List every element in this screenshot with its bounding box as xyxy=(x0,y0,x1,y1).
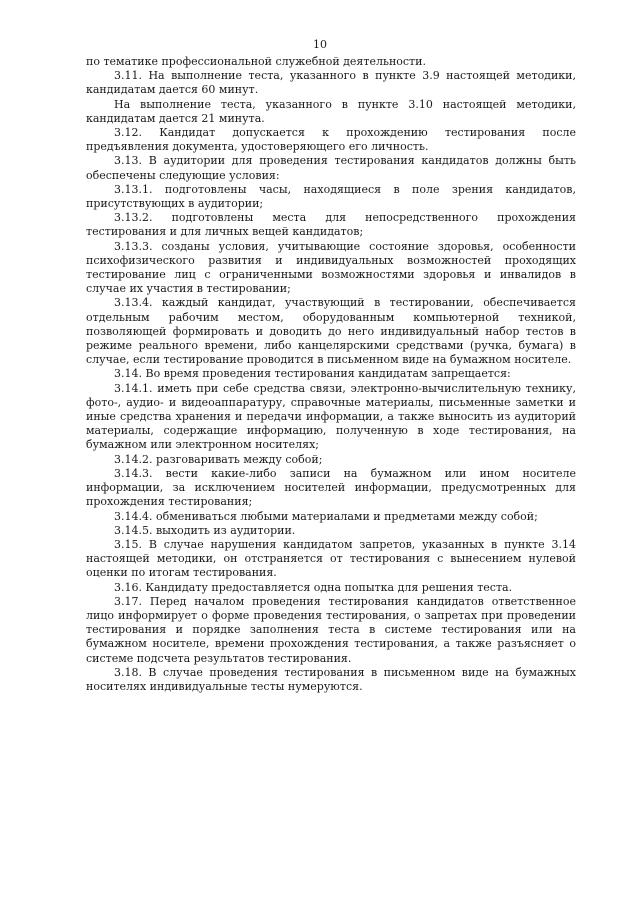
paragraph-3-13-4: 3.13.4. каждый кандидат, участвующий в тестировании, обеспечивается отдельным рабочим местом, оборудованным компьютерной техникой, позволяющей формировать и доводить до него индивидуальный набор тестов в режиме реального времени, либо канцелярскими средствами (ручка, бумага) в случае, если тестирование проводится в письменном виде на бумажном носителе. xyxy=(86,296,576,367)
paragraph-3-14-2: 3.14.2. разговаривать между собой; xyxy=(114,452,323,466)
paragraph-continuation: по тематике профессиональной служебной деятельности. xyxy=(86,55,426,68)
paragraph-3-14-1: 3.14.1. иметь при себе средства связи, электронно-вычислительную технику, фото-, аудио- и видеоаппаратуру, справочные материалы, письменные заметки и иные средства хранения и передачи информации, а также выносить из аудиторий материалы, содержащие информацию, полученную в ходе тестирования, на бумажном или электронном носителях; xyxy=(86,381,576,452)
paragraph-3-13-2: 3.13.2. подготовлены места для непосредственного прохождения тестирования и для личных вещей кандидатов; xyxy=(86,211,576,239)
paragraph-3-18: 3.18. В случае проведения тестирования в письменном виде на бумажных носителях индивидуальные тесты нумеруются. xyxy=(86,665,576,693)
paragraph-3-14: 3.14. Во время проведения тестирования кандидатам запрещается: xyxy=(114,367,511,381)
paragraph-3-14-3: 3.14.3. вести какие-либо записи на бумажном или ином носителе информации, за исключением носителей информации, предусмотренных для прохождения тестирования; xyxy=(86,466,576,509)
paragraph-3-13-1: 3.13.1. подготовлены часы, находящиеся в поле зрения кандидатов, присутствующих в аудитории; xyxy=(86,182,576,211)
document-body xyxy=(86,55,576,694)
paragraph-3-11-addendum: На выполнение теста, указанного в пункте 3.10 настоящей методики, кандидатам дается 21 минута. xyxy=(86,97,576,125)
page-number: 10 xyxy=(313,38,327,51)
paragraph-3-12: 3.12. Кандидат допускается к прохождению тестирования после предъявления документа, удостоверяющего его личность. xyxy=(86,126,576,154)
paragraph-3-14-5: 3.14.5. выходить из аудитории. xyxy=(114,523,296,537)
paragraph-3-15: 3.15. В случае нарушения кандидатом запретов, указанных в пункте 3.14 настоящей методики, он отстраняется от тестирования с вынесением нулевой оценки по итогам тестирования. xyxy=(86,537,576,580)
paragraph-3-14-4: 3.14.4. обмениваться любыми материалами и предметами между собой; xyxy=(114,509,538,523)
paragraph-3-17: 3.17. Перед началом проведения тестирования кандидатов ответственное лицо информирует о форме проведения тестирования, о запретах при проведении тестирования и порядке заполнения теста в системе тестирования или на бумажном носителе, времени прохождения тестирования, а также разъясняет о системе подсчета результатов тестирования. xyxy=(86,594,576,665)
paragraph-3-13-3: 3.13.3. созданы условия, учитывающие состояние здоровья, особенности психофизического развития и индивидуальных возможностей проходящих тестирование лиц с ограниченными возможностями здоровья и инвалидов в случае их участия в тестировании; xyxy=(86,239,576,296)
paragraph-3-16: 3.16. Кандидату предоставляется одна попытка для решения теста. xyxy=(114,580,513,594)
paragraph-3-13: 3.13. В аудитории для проведения тестирования кандидатов должны быть обеспечены следующие условия: xyxy=(86,154,576,182)
paragraph-3-11: 3.11. На выполнение теста, указанного в пункте 3.9 настоящей методики, кандидатам дается 60 минут. xyxy=(86,69,576,97)
